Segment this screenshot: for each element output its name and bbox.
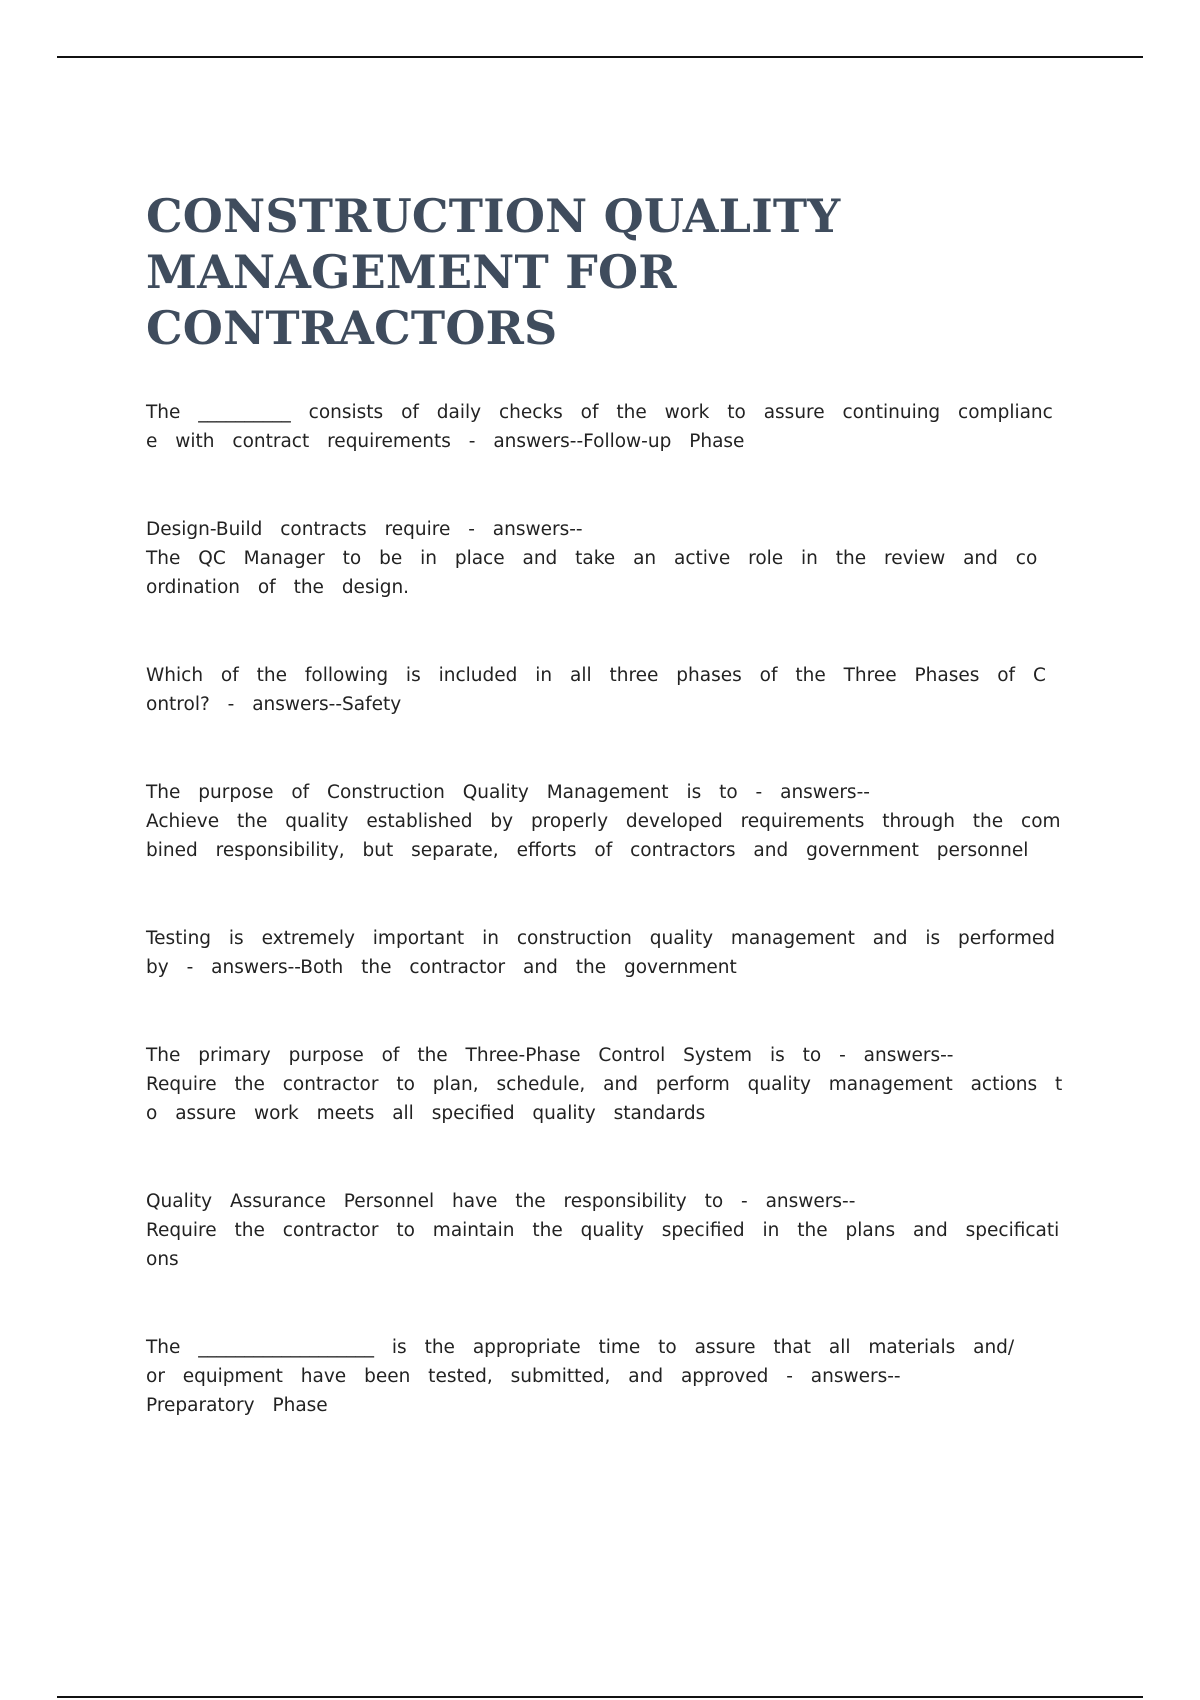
qa-item: Design-Build contracts require - answers-- The QC Manager to be in place and take an active role in the review and co ordination of the design. bbox=[146, 519, 1038, 598]
footer-rule bbox=[57, 1696, 1143, 1698]
qa-item: The ___________________ is the appropriate time to assure that all materials and/ or equipment have been tested, submitted, and approved - answers-- Preparatory Phase bbox=[146, 1337, 1015, 1416]
header-rule bbox=[57, 56, 1143, 58]
document-title: CONSTRUCTION QUALITY MANAGEMENT FOR CONTRACTORS bbox=[146, 189, 841, 355]
qa-list bbox=[146, 398, 1086, 1420]
document-body bbox=[146, 188, 1086, 1479]
qa-item: The primary purpose of the Three-Phase Control System is to - answers-- Require the contractor to plan, schedule, and perform quality management actions t o assure work meets all specified quality standards bbox=[146, 1045, 1063, 1124]
qa-item: Which of the following is included in all three phases of the Three Phases of C ontrol? - answers--Safety bbox=[146, 665, 1046, 715]
qa-item: Quality Assurance Personnel have the responsibility to - answers-- Require the contractor to maintain the quality specified in the plans and specificati ons bbox=[146, 1191, 1060, 1270]
qa-item: The purpose of Construction Quality Management is to - answers-- Achieve the quality established by properly developed requirements through the com bined responsibility, but separate, efforts of contractors and government personnel bbox=[146, 782, 1061, 861]
qa-item: The __________ consists of daily checks of the work to assure continuing complianc e with contract requirements - answers--Follow-up Phase bbox=[146, 402, 1053, 452]
qa-item: Testing is extremely important in construction quality management and is performed by - answers--Both the contractor and the government bbox=[146, 928, 1056, 978]
